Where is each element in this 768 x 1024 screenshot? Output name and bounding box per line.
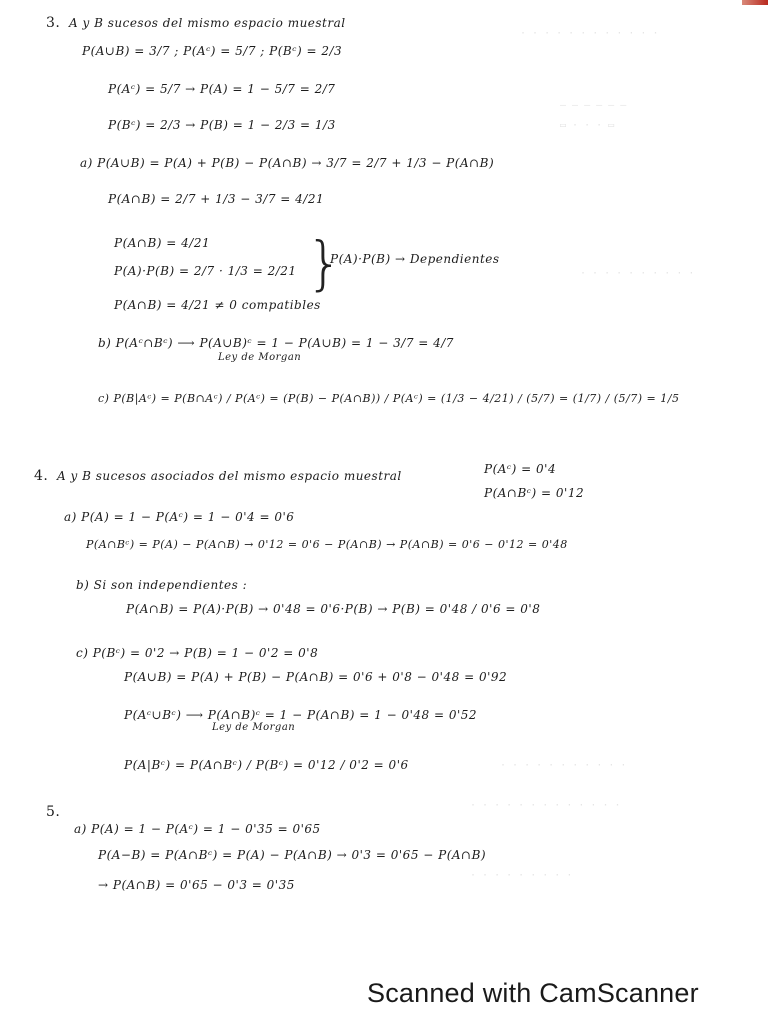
problem-number: 4.: [34, 468, 49, 484]
bleed-through: — — — — — —: [560, 100, 627, 111]
equation-line: a) P(A) = 1 − P(Aᶜ) = 1 − 0'4 = 0'6: [64, 510, 295, 524]
equation-line: P(Aᶜ) = 5/7 → P(A) = 1 − 5/7 = 2/7: [108, 82, 336, 96]
law-note: Ley de Morgan: [212, 722, 296, 733]
equation-line: a) P(A) = 1 − P(Aᶜ) = 1 − 0'35 = 0'65: [74, 822, 321, 836]
equation-line: P(A∪B) = P(A) + P(B) − P(A∩B) = 0'6 + 0'8 − 0'48 = 0'92: [124, 670, 508, 684]
equation-line: P(A∩B) = 4/21: [114, 236, 211, 250]
equation-line: → P(A∩B) = 0'65 − 0'3 = 0'35: [98, 878, 295, 892]
curly-brace: }: [306, 229, 343, 297]
problem-5-header: [46, 804, 60, 820]
camscanner-watermark: Scanned with CamScanner: [367, 978, 699, 1008]
equation-line: P(Bᶜ) = 2/3 → P(B) = 1 − 2/3 = 1/3: [108, 118, 336, 132]
bleed-through: · · · · · · · · · ·: [580, 268, 695, 279]
equation-line: P(A)·P(B) = 2/7 · 1/3 = 2/21: [114, 264, 297, 278]
bleed-through: ▭ · · · ▭: [560, 120, 615, 131]
equation-line: P(A∪B) = 3/7 ; P(Aᶜ) = 5/7 ; P(Bᶜ) = 2/3: [82, 44, 343, 58]
equation-line: P(Aᶜ∪Bᶜ) ⟶ P(A∩B)ᶜ = 1 − P(A∩B) = 1 − 0'48 = 0'52: [124, 708, 478, 722]
bleed-through: · · · · · · · · ·: [470, 870, 573, 881]
equation-line: c) P(Bᶜ) = 0'2 → P(B) = 1 − 0'2 = 0'8: [76, 646, 319, 660]
problem-statement: A y B sucesos del mismo espacio muestral: [69, 16, 346, 30]
equation-line: c) P(B|Aᶜ) = P(B∩Aᶜ) / P(Aᶜ) = (P(B) − P(A∩B)) / P(Aᶜ) = (1/3 − 4/21) / (5/7) = (1/7) / (5/7) = 1/5: [98, 392, 680, 405]
equation-line: P(A∩B) = 2/7 + 1/3 − 3/7 = 4/21: [108, 192, 325, 206]
law-note: Ley de Morgan: [218, 352, 302, 363]
equation-line: P(A∩Bᶜ) = P(A) − P(A∩B) → 0'12 = 0'6 − P(A∩B) → P(A∩B) = 0'6 − 0'12 = 0'48: [86, 538, 568, 551]
given-value: P(A∩Bᶜ) = 0'12: [484, 486, 585, 500]
bleed-through: · · · · · · · · · · · ·: [520, 28, 659, 39]
problem-4-header: [34, 468, 402, 484]
equation-line: b) Si son independientes :: [76, 578, 248, 592]
given-value: P(Aᶜ) = 0'4: [484, 462, 557, 476]
equation-line: b) P(Aᶜ∩Bᶜ) ⟶ P(A∪B)ᶜ = 1 − P(A∪B) = 1 − 3/7 = 4/7: [98, 336, 454, 350]
equation-line: P(A−B) = P(A∩Bᶜ) = P(A) − P(A∩B) → 0'3 = 0'65 − P(A∩B): [98, 848, 487, 862]
bleed-through: · · · · · · · · · · ·: [500, 760, 627, 771]
equation-line: a) P(A∪B) = P(A) + P(B) − P(A∩B) → 3/7 = 2/7 + 1/3 − P(A∩B): [80, 156, 495, 170]
corner-mark: [742, 0, 768, 5]
bleed-through: · · · · · · · · · · · · ·: [470, 800, 621, 811]
problem-number: 3.: [46, 15, 61, 31]
problem-3-header: [46, 15, 346, 31]
equation-line: P(A∩B) = 4/21 ≠ 0 compatibles: [114, 298, 321, 312]
equation-line: P(A)·P(B) → Dependientes: [330, 252, 500, 266]
problem-number: 5.: [46, 804, 61, 820]
equation-line: P(A|Bᶜ) = P(A∩Bᶜ) / P(Bᶜ) = 0'12 / 0'2 = 0'6: [124, 758, 409, 772]
problem-statement: A y B sucesos asociados del mismo espacio muestral: [57, 469, 402, 483]
equation-line: P(A∩B) = P(A)·P(B) → 0'48 = 0'6·P(B) → P(B) = 0'48 / 0'6 = 0'8: [126, 602, 541, 616]
